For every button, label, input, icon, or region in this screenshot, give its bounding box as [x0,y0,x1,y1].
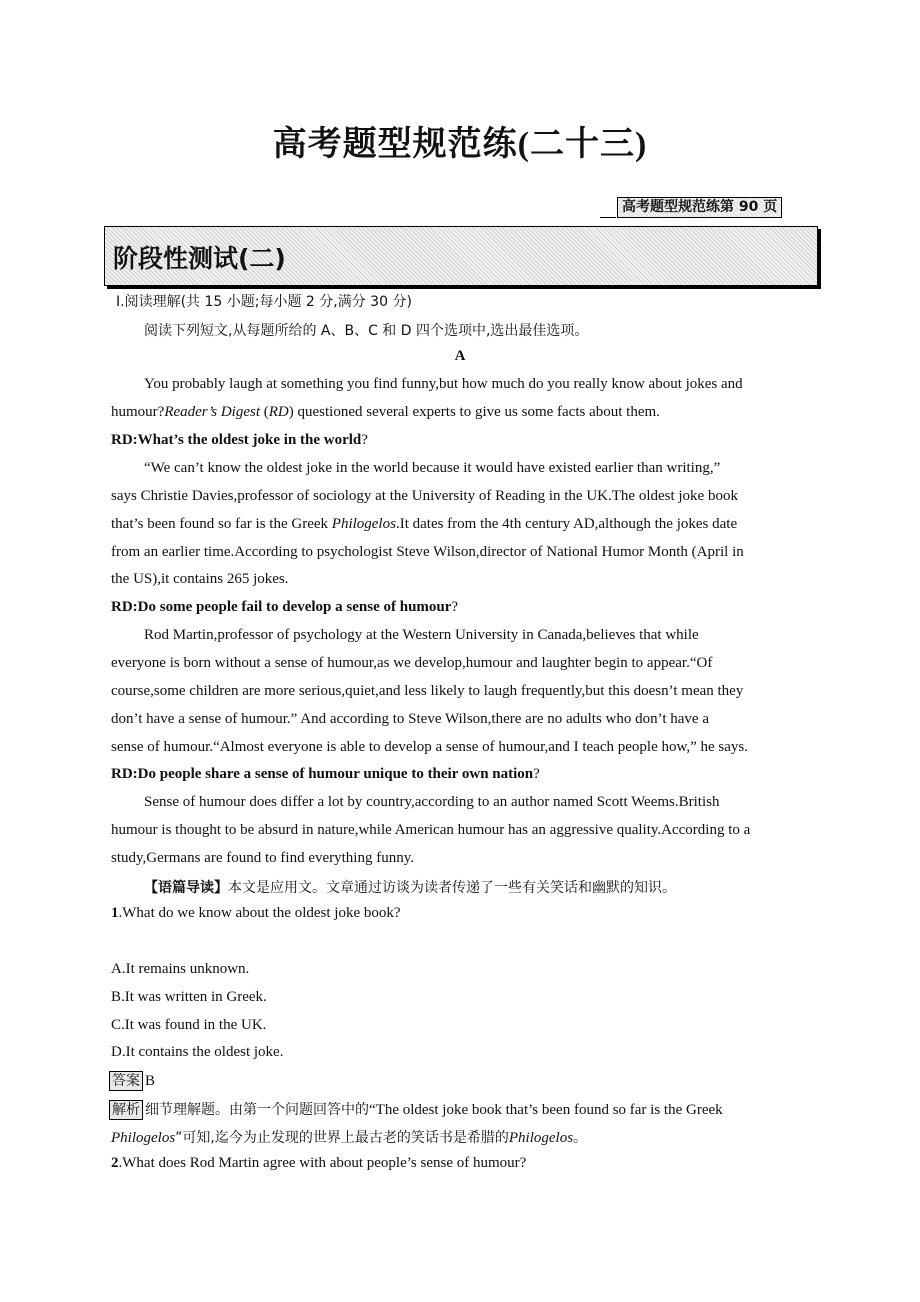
passage-line: says Christie Davies,professor of sociology at the University of Reading in the UK.The oldest joke book [111,488,738,504]
passage-guide: 【语篇导读】本文是应用文。文章通过访谈为读者传递了一些有关笑话和幽默的知识。 [144,880,676,896]
option-b: B.It was written in Greek. [111,989,267,1005]
passage-line: everyone is born without a sense of humour,as we develop,humour and laughter begin to appear.“Of [111,655,713,671]
analysis-tag: 解析 [109,1100,143,1120]
passage-line: study,Germans are found to find everything funny. [111,850,414,866]
passage-line: Rod Martin,professor of psychology at the Western University in Canada,believes that while [144,627,699,643]
part-heading: Ⅰ.阅读理解(共 15 小题;每小题 2 分,满分 30 分) [116,294,412,310]
option-d: D.It contains the oldest joke. [111,1044,284,1060]
analysis-row: 解析 细节理解题。由第一个问题回答中的“The oldest joke book that’s been found so far is the Greek [109,1099,723,1120]
passage-label: A [454,348,466,364]
passage-line: the US),it contains 265 jokes. [111,571,289,587]
passage-line: humour is thought to be absurd in nature,while American humour has an aggressive quality.According to a [111,822,751,838]
interview-question: RD:Do people share a sense of humour unique to their own nation? [111,766,540,782]
passage-line: don’t have a sense of humour.” And according to Steve Wilson,there are no adults who don’t have a [111,711,710,727]
instruction: 阅读下列短文,从每题所给的 A、B、C 和 D 四个选项中,选出最佳选项。 [144,323,589,339]
option-a: A.It remains unknown. [111,961,250,977]
passage-line: humour?Reader’s Digest (RD) questioned several experts to give us some facts about them. [111,404,660,420]
section-banner [104,226,818,286]
question-2: 2.What does Rod Martin agree with about people’s sense of humour? [111,1155,527,1171]
option-c: C.It was found in the UK. [111,1017,267,1033]
answer-tag: 答案 [109,1071,143,1091]
answer-row [109,1071,155,1091]
analysis-row-2: Philogelos”可知,迄今为止发现的世界上最古老的笑话书是希腊的Philogelos。 [111,1130,588,1146]
question-1: 1.What do we know about the oldest joke book? [111,905,401,921]
underline-mark [600,199,616,218]
answer-value: B [145,1073,156,1089]
passage-line: sense of humour.“Almost everyone is able to develop a sense of humour,and I teach people how,” he says. [111,739,748,755]
interview-question: RD:What’s the oldest joke in the world? [111,432,368,448]
passage-line: that’s been found so far is the Greek Philogelos.It dates from the 4th century AD,although the jokes date [111,516,738,532]
page-reference [600,198,782,218]
passage-line: “We can’t know the oldest joke in the world because it would have existed earlier than writing,” [144,460,721,476]
interview-question: RD:Do some people fail to develop a sense of humour? [111,599,459,615]
passage-line: You probably laugh at something you find funny,but how much do you really know about jokes and [144,376,743,392]
page-reference-label: 高考题型规范练第 90 页 [617,197,782,218]
passage-line: Sense of humour does differ a lot by country,according to an author named Scott Weems.British [144,794,720,810]
passage-line: from an earlier time.According to psychologist Steve Wilson,director of National Humor Month (April in [111,544,744,560]
passage-line: course,some children are more serious,quiet,and less likely to laugh frequently,but this doesn’t mean they [111,683,744,699]
page-title: 高考题型规范练(二十三) [272,126,648,163]
section-title: 阶段性测试(二) [113,244,286,273]
